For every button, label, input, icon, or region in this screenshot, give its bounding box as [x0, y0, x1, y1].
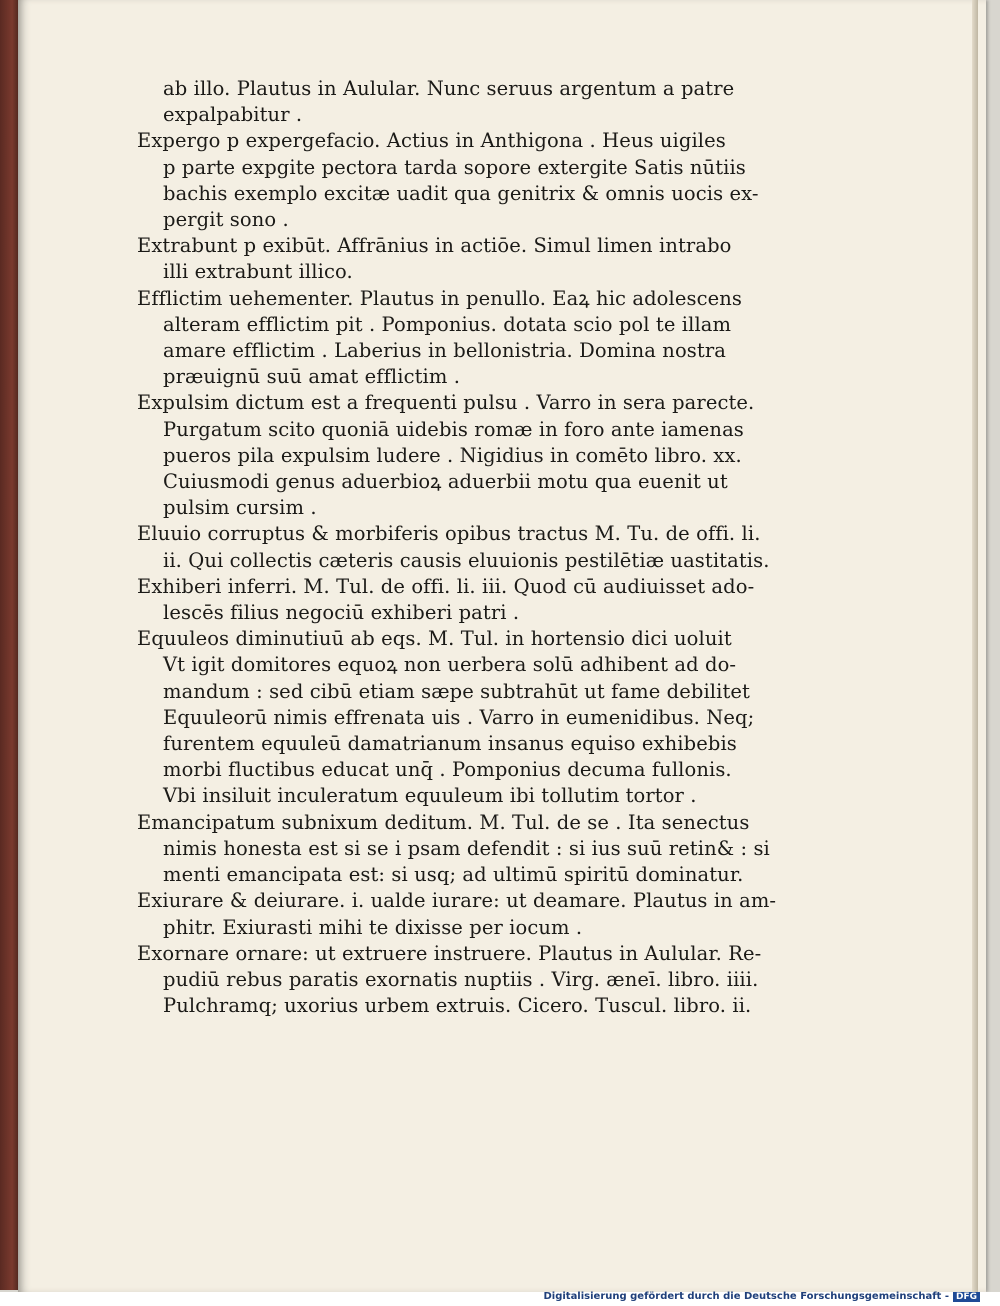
entry-line: furentem equuleū damatrianum insanus equiso exhibebis — [163, 732, 737, 756]
text-entry — [137, 76, 757, 128]
entry-line: nimis honesta est si se i psam defendit : si ius suū retin& : si — [163, 836, 770, 860]
entry-line: phitr. Exiurasti mihi te dixisse per iocum . — [163, 915, 583, 939]
page-edge — [972, 0, 978, 1292]
entry-line: bachis exemplo excitæ uadit qua genitrix & omnis uocis ex- — [163, 181, 759, 205]
entry-line: pulsim cursim . — [163, 496, 317, 520]
entry-headline: ab illo. Plautus in Aulular. Nunc seruus argentum a patre — [163, 77, 735, 100]
entry-line: lescēs filius negociū exhiberi patri . — [163, 601, 520, 625]
page-text-block — [137, 76, 777, 1019]
entry-line: pudiū rebus paratis exornatis nuptiis . Virg. æneī. libro. iiii. — [163, 967, 759, 991]
text-entry — [137, 810, 770, 889]
entry-line: p parte expgite pectora tarda sopore extergite Satis nūtiis — [163, 155, 746, 179]
text-entry — [137, 286, 757, 391]
entry-line: alteram efflictim pit . Pomponius. dotata scio pol te illam — [163, 312, 732, 336]
funding-credit-text: Digitalisierung gefördert durch die Deutsche Forschungsgemeinschaft - — [543, 1291, 949, 1302]
entry-headline: Extrabunt p exibūt. Affrānius in actiōe. Simul limen intrabo — [137, 234, 732, 258]
entry-headline: Exiurare & deiurare. i. ualde iurare: ut deamare. Plautus in am- — [137, 889, 777, 913]
entry-line: Pulchramq; uxorius urbem extruis. Cicero. Tuscul. libro. ii. — [163, 994, 752, 1018]
entry-line: expalpabitur . — [163, 103, 303, 127]
entry-line: præuignū suū amat efflictim . — [163, 365, 461, 389]
entry-line: pergit sono . — [163, 208, 289, 232]
entry-line: Cuiusmodi genus aduerbioꝝ aduerbii motu qua euenit ut — [163, 470, 728, 494]
entry-line: Vbi insiluit inculeratum equuleum ibi tollutim tortor . — [163, 784, 697, 808]
entry-line: ii. Qui collectis cæteris causis eluuionis pestilētiæ uastitatis. — [163, 548, 770, 572]
entry-headline: Exornare ornare: ut extruere instruere. Plautus in Aulular. Re- — [137, 941, 762, 965]
text-entry — [137, 888, 777, 940]
dfg-logo: DFG — [953, 1292, 980, 1302]
entry-headline: Equuleos diminutiuū ab eqs. M. Tul. in hortensio dici uoluit — [137, 627, 732, 651]
entry-line: Purgatum scito quoniā uidebis romæ in foro ante iamenas — [163, 417, 744, 441]
text-entry — [137, 390, 757, 521]
funding-credit — [543, 1291, 980, 1302]
text-entry — [137, 233, 757, 285]
entry-line: amare efflictim . Laberius in bellonistria. Domina nostra — [163, 339, 726, 363]
entry-headline: Emancipatum subnixum deditum. M. Tul. de se . Ita senectus — [137, 810, 750, 834]
entry-headline: Expergo p expergefacio. Actius in Anthigona . Heus uigiles — [137, 129, 726, 153]
text-entry — [137, 626, 757, 809]
text-entry — [137, 128, 757, 233]
entry-headline: Efflictim uehementer. Plautus in penullo. Eaꝝ hic adolescens — [137, 286, 743, 310]
entry-line: Vt igit domitores equoꝝ non uerbera solū adhibent ad do- — [163, 653, 737, 677]
entry-headline: Expulsim dictum est a frequenti pulsu . Varro in sera parecte. — [137, 391, 755, 415]
entry-headline: Exhiberi inferri. M. Tul. de offi. li. iii. Quod cū audiuisset ado- — [137, 574, 755, 598]
entry-line: menti emancipata est: si usq; ad ultimū spiritū dominatur. — [163, 863, 744, 887]
entry-line: Equuleorū nimis effrenata uis . Varro in eumenidibus. Neq; — [163, 705, 755, 729]
entry-line: illi extrabunt illico. — [163, 260, 353, 284]
entry-line: mandum : sed cibū etiam sæpe subtrahūt ut fame debilitet — [163, 679, 750, 703]
entry-line: morbi fluctibus educat unq̄ . Pomponius decuma fullonis. — [163, 758, 732, 782]
entry-headline: Eluuio corruptus & morbiferis opibus tractus M. Tu. de offi. li. — [137, 522, 761, 546]
text-entry — [137, 521, 770, 573]
text-entry — [137, 941, 762, 1020]
text-entry — [137, 574, 757, 626]
entry-line: pueros pila expulsim ludere . Nigidius in comēto libro. xx. — [163, 443, 742, 467]
